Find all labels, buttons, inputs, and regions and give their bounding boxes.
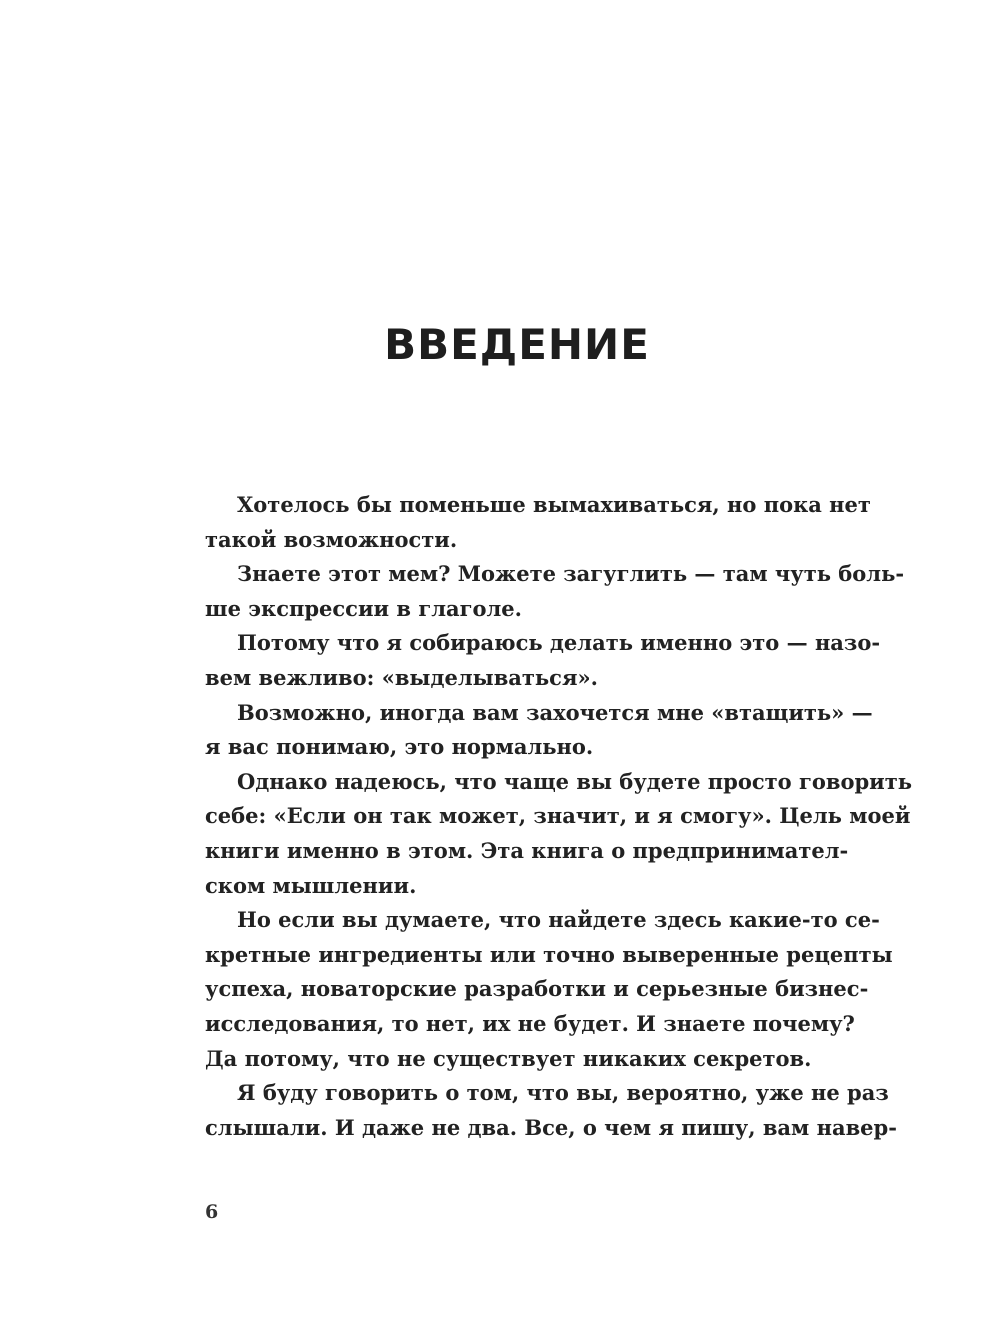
text-line: слышали. И даже не два. Все, о чем я пишу, вам навер- xyxy=(205,1114,897,1140)
text-line: я вас понимаю, это нормально. xyxy=(205,734,594,760)
text-line: Но если вы думаете, что найдете здесь какие-то се- xyxy=(237,907,880,933)
text-line: кретные ингредиенты или точно выверенные рецепты xyxy=(205,941,893,967)
text-line: такой возможности. xyxy=(205,526,458,552)
text-line: ском мышлении. xyxy=(205,872,417,898)
text-line: Однако надеюсь, что чаще вы будете просто говорить xyxy=(237,768,912,794)
text-line: Знаете этот мем? Можете загуглить — там чуть боль- xyxy=(237,561,905,587)
text-line: Возможно, иногда вам захочется мне «втащить» — xyxy=(237,699,873,725)
text-line: Я буду говорить о том, что вы, вероятно, уже не раз xyxy=(237,1080,889,1106)
text-line: вем вежливо: «выделываться». xyxy=(205,664,598,690)
text-line: книги именно в этом. Эта книга о предпринимател- xyxy=(205,837,849,863)
text-line: Потому что я собираюсь делать именно это — назо- xyxy=(237,630,881,656)
text-line: себе: «Если он так может, значит, и я смогу». Цель моей xyxy=(205,803,911,829)
chapter-title: ВВЕДЕНИЕ xyxy=(384,320,650,369)
page-number: 6 xyxy=(205,1201,219,1223)
text-line: ше экспрессии в глаголе. xyxy=(205,595,522,621)
body-text xyxy=(205,488,912,1145)
text-line: исследования, то нет, их не будет. И знаете почему? xyxy=(205,1010,855,1036)
text-line: успеха, новаторские разработки и серьезные бизнес- xyxy=(205,976,869,1002)
text-line: Хотелось бы поменьше вымахиваться, но пока нет xyxy=(237,492,871,517)
text-line: Да потому, что не существует никаких секретов. xyxy=(205,1045,812,1071)
